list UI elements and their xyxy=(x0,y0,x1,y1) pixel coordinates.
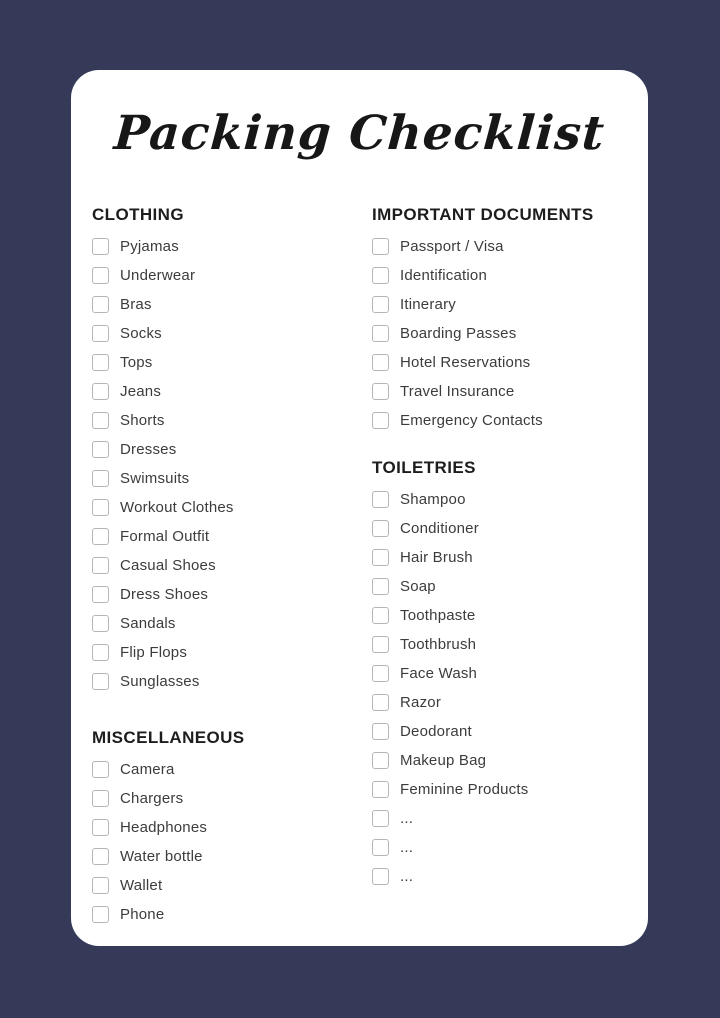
section-items xyxy=(372,485,628,891)
item-label: Makeup Bag xyxy=(400,752,487,769)
checkbox-unchecked[interactable] xyxy=(372,354,389,371)
checkbox-unchecked[interactable] xyxy=(372,607,389,624)
checklist-item-row xyxy=(372,775,628,804)
checkbox-unchecked[interactable] xyxy=(92,557,109,574)
item-label: Casual Shoes xyxy=(120,557,216,574)
checkbox-unchecked[interactable] xyxy=(92,644,109,661)
item-label: Travel Insurance xyxy=(400,383,515,400)
checklist-item-row xyxy=(92,784,372,813)
checklist-item-row xyxy=(92,522,372,551)
item-label: Deodorant xyxy=(400,723,472,740)
item-label: Dress Shoes xyxy=(120,586,209,603)
item-label: Toothbrush xyxy=(400,636,477,653)
checklist-item-row xyxy=(372,804,628,833)
checklist-item-row xyxy=(372,833,628,862)
checklist-item-row xyxy=(92,348,372,377)
section-items xyxy=(372,232,628,435)
item-label: Conditioner xyxy=(400,520,479,537)
checkbox-unchecked[interactable] xyxy=(372,868,389,885)
item-label: Emergency Contacts xyxy=(400,412,543,429)
checkbox-unchecked[interactable] xyxy=(372,238,389,255)
checklist-item-row xyxy=(92,842,372,871)
checklist-item-row xyxy=(92,261,372,290)
item-label: Chargers xyxy=(120,790,184,807)
checkbox-unchecked[interactable] xyxy=(92,615,109,632)
checklist-item-row xyxy=(372,377,628,406)
checkbox-unchecked[interactable] xyxy=(372,412,389,429)
item-label: Shorts xyxy=(120,412,165,429)
checkbox-unchecked[interactable] xyxy=(92,238,109,255)
checklist-item-row xyxy=(372,572,628,601)
item-label: Toothpaste xyxy=(400,607,476,624)
item-label: Dresses xyxy=(120,441,177,458)
checklist-item-row xyxy=(92,580,372,609)
checkbox-unchecked[interactable] xyxy=(372,665,389,682)
checklist-item-row xyxy=(372,601,628,630)
column-right xyxy=(372,203,628,929)
item-label: Jeans xyxy=(120,383,162,400)
checkbox-unchecked[interactable] xyxy=(372,267,389,284)
item-label: Camera xyxy=(120,761,175,778)
checkbox-unchecked[interactable] xyxy=(372,491,389,508)
item-label: Tops xyxy=(120,354,153,371)
checkbox-unchecked[interactable] xyxy=(92,848,109,865)
item-label: Headphones xyxy=(120,819,208,836)
checkbox-unchecked[interactable] xyxy=(92,586,109,603)
checklist-section-miscellaneous xyxy=(92,726,372,929)
checkbox-unchecked[interactable] xyxy=(372,752,389,769)
checklist-item-row xyxy=(372,746,628,775)
checklist-item-row xyxy=(92,377,372,406)
checkbox-unchecked[interactable] xyxy=(372,578,389,595)
checklist-item-row xyxy=(92,813,372,842)
checklist-item-row xyxy=(92,638,372,667)
section-title: TOILETRIES xyxy=(372,458,476,477)
item-label: ... xyxy=(400,868,414,885)
item-label: ... xyxy=(400,839,414,856)
checklist-item-row xyxy=(92,464,372,493)
checkbox-unchecked[interactable] xyxy=(92,354,109,371)
item-label: Shampoo xyxy=(400,491,466,508)
checkbox-unchecked[interactable] xyxy=(92,819,109,836)
checklist-item-row xyxy=(372,688,628,717)
section-items xyxy=(92,232,372,696)
item-label: ... xyxy=(400,810,414,827)
checklist-item-row xyxy=(372,406,628,435)
item-label: Razor xyxy=(400,694,442,711)
checkbox-unchecked[interactable] xyxy=(372,694,389,711)
checklist-item-row xyxy=(92,232,372,261)
checkbox-unchecked[interactable] xyxy=(372,383,389,400)
section-items xyxy=(92,755,372,929)
checklist-columns xyxy=(92,203,648,929)
checkbox-unchecked[interactable] xyxy=(372,325,389,342)
item-label: Pyjamas xyxy=(120,238,179,255)
checkbox-unchecked[interactable] xyxy=(92,470,109,487)
checklist-item-row xyxy=(372,659,628,688)
checkbox-unchecked[interactable] xyxy=(92,267,109,284)
section-title: CLOTHING xyxy=(92,205,184,224)
checklist-item-row xyxy=(372,717,628,746)
checklist-item-row xyxy=(92,900,372,929)
checkbox-unchecked[interactable] xyxy=(372,723,389,740)
checkbox-unchecked[interactable] xyxy=(372,296,389,313)
item-label: Hotel Reservations xyxy=(400,354,531,371)
column-left xyxy=(92,203,372,929)
page-title: Packing Checklist xyxy=(112,106,607,161)
item-label: Feminine Products xyxy=(400,781,529,798)
item-label: Sunglasses xyxy=(120,673,200,690)
item-label: Bras xyxy=(120,296,152,313)
checkbox-unchecked[interactable] xyxy=(92,906,109,923)
item-label: Boarding Passes xyxy=(400,325,517,342)
checklist-item-row xyxy=(92,435,372,464)
checkbox-unchecked[interactable] xyxy=(92,673,109,690)
checklist-item-row xyxy=(92,755,372,784)
item-label: Sandals xyxy=(120,615,176,632)
item-label: Underwear xyxy=(120,267,196,284)
item-label: Soap xyxy=(400,578,436,595)
item-label: Flip Flops xyxy=(120,644,188,661)
checkbox-unchecked[interactable] xyxy=(92,761,109,778)
checklist-item-row xyxy=(92,667,372,696)
checklist-section-clothing xyxy=(92,203,372,696)
checkbox-unchecked[interactable] xyxy=(92,412,109,429)
checkbox-unchecked[interactable] xyxy=(372,839,389,856)
checkbox-unchecked[interactable] xyxy=(92,499,109,516)
checklist-item-row xyxy=(372,319,628,348)
checklist-item-row xyxy=(372,630,628,659)
item-label: Swimsuits xyxy=(120,470,190,487)
item-label: Formal Outfit xyxy=(120,528,210,545)
checklist-item-row xyxy=(372,485,628,514)
checkbox-unchecked[interactable] xyxy=(92,383,109,400)
checklist-item-row xyxy=(92,609,372,638)
checklist-card xyxy=(71,70,648,946)
checklist-item-row xyxy=(92,551,372,580)
checklist-item-row xyxy=(372,261,628,290)
section-title: MISCELLANEOUS xyxy=(92,728,245,747)
checklist-item-row xyxy=(92,290,372,319)
checklist-item-row xyxy=(372,232,628,261)
checkbox-unchecked[interactable] xyxy=(372,520,389,537)
checklist-section-important-documents xyxy=(372,203,628,435)
checklist-item-row xyxy=(372,290,628,319)
checkbox-unchecked[interactable] xyxy=(372,636,389,653)
checkbox-unchecked[interactable] xyxy=(92,528,109,545)
checklist-item-row xyxy=(372,514,628,543)
item-label: Water bottle xyxy=(120,848,203,865)
item-label: Identification xyxy=(400,267,488,284)
item-label: Workout Clothes xyxy=(120,499,234,516)
checklist-item-row xyxy=(92,319,372,348)
checklist-section-toiletries xyxy=(372,456,628,891)
checklist-item-row xyxy=(92,871,372,900)
checkbox-unchecked[interactable] xyxy=(372,549,389,566)
checklist-item-row xyxy=(372,543,628,572)
item-label: Wallet xyxy=(120,877,163,894)
checkbox-unchecked[interactable] xyxy=(372,781,389,798)
item-label: Socks xyxy=(120,325,162,342)
checkbox-unchecked[interactable] xyxy=(92,441,109,458)
item-label: Itinerary xyxy=(400,296,456,313)
checklist-item-row xyxy=(372,862,628,891)
checkbox-unchecked[interactable] xyxy=(92,877,109,894)
item-label: Phone xyxy=(120,906,165,923)
item-label: Face Wash xyxy=(400,665,478,682)
item-label: Passport / Visa xyxy=(400,238,504,255)
checklist-item-row xyxy=(92,493,372,522)
item-label: Hair Brush xyxy=(400,549,473,566)
checklist-item-row xyxy=(92,406,372,435)
checkbox-unchecked[interactable] xyxy=(372,810,389,827)
section-title: IMPORTANT DOCUMENTS xyxy=(372,205,594,224)
checkbox-unchecked[interactable] xyxy=(92,296,109,313)
checkbox-unchecked[interactable] xyxy=(92,325,109,342)
checkbox-unchecked[interactable] xyxy=(92,790,109,807)
checklist-item-row xyxy=(372,348,628,377)
